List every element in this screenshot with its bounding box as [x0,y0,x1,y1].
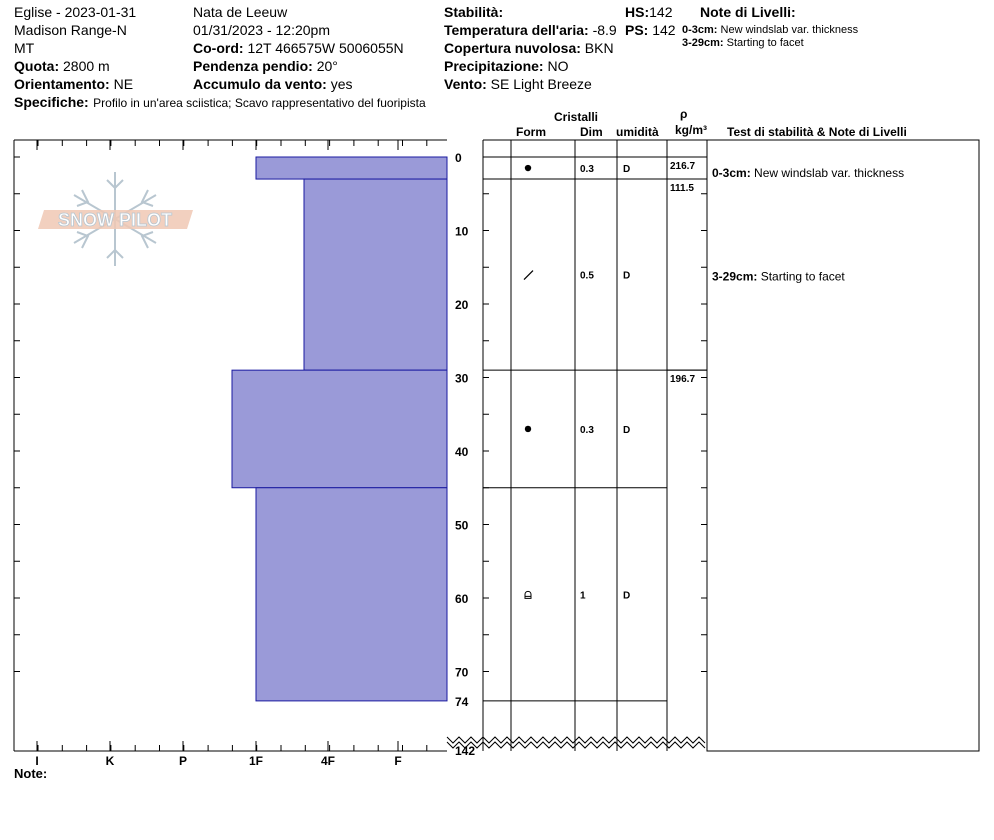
wind-loading-value: yes [330,76,353,92]
cloud-value: BKN [584,40,614,56]
hardness-bar [232,370,447,488]
stability-notes [712,166,904,284]
stability-note [712,166,904,180]
depth-label: 30 [455,371,469,386]
hardness-tick-label: I [35,754,39,768]
stability-notes-box [707,140,979,751]
depth-label: 60 [455,592,469,606]
layer-notes-title: Note di Livelli: [700,4,796,20]
specifics-value: Profilo in un'area sciistica; Scavo rappresentativo del fuoripista [93,96,426,110]
stability-note-range: 3-29cm: [712,269,761,284]
depth-label: 50 [455,518,469,533]
depth-label: 10 [455,224,469,239]
hardness-tick-label: 4F [320,754,336,768]
moisture-header: umidità [616,125,659,139]
hardness-bar [256,157,447,179]
site-date: Eglise - 2023-01-31 [14,4,137,20]
layer-dim: 0.5 [580,270,594,282]
crystal-table-layers [483,157,707,701]
layer-moisture: D [623,164,631,176]
header-layer-note-text: Starting to facet [726,37,804,49]
wind-label: Vento: [444,76,487,92]
coord-label: Co-ord: [193,40,244,56]
range-name: Madison Range-N [14,22,127,38]
layer-dim: 0.3 [580,164,594,176]
elevation-label: Quota: [14,58,60,74]
aspect-value: NE [113,76,134,92]
density-value: 216.7 [670,161,696,172]
wind-loading-label: Accumulo da vento: [193,76,327,92]
stability-note-text: New windslab var. thickness [754,166,905,180]
crystals-header: Cristalli [554,110,599,124]
wind-value: SE Light Breeze [490,76,592,92]
hardness-bars [232,157,447,701]
ps-label: PS: [625,22,649,38]
stability-note-text: Starting to facet [760,269,845,284]
hs-value: 142 [649,4,673,20]
hardness-tick-label: P [178,754,188,768]
air-temp-value: -8.9 [592,22,617,38]
air-temp-label: Temperatura dell'aria: [444,22,589,38]
density-value: 111.5 [670,183,694,195]
cloud-label: Copertura nuvolosa: [444,40,581,56]
hardness-bar [256,488,447,701]
layer-moisture: D [623,424,631,436]
header-layer-note-text: New windslab var. thickness [720,24,859,36]
depth-break-zigzag [447,742,705,748]
layer-moisture: D [623,590,631,602]
hs-label: HS: [625,4,650,20]
dim-header: Dim [580,125,603,139]
precip-value: NO [547,58,569,74]
layer-dim: 0.3 [580,424,594,436]
layer-dim: 1 [580,590,586,602]
decomposing-fragment-icon [524,271,533,280]
slope-label: Pendenza pendio: [193,58,313,74]
stability-notes-header: Test di stabilità & Note di Livelli [727,125,907,139]
stability-note [712,270,845,284]
watermark-text: SNOW PILOT [58,210,172,230]
depth-label: 142 [455,744,476,758]
stability-note-range: 0-3cm: [712,166,755,180]
layer-moisture: D [623,270,631,282]
header-layer-note-range: 0-3cm: [682,24,718,36]
form-header: Form [516,125,546,139]
ps-value: 142 [652,22,676,38]
depth-label: 0 [455,151,462,165]
datetime: 01/31/2023 - 12:20pm [193,22,330,38]
snowpilot-logo [38,172,193,266]
hardness-tick-label: K [105,754,115,768]
hardness-bar [304,179,447,370]
elevation-value: 2800 m [63,58,110,74]
density-unit-header: kg/m³ [675,123,708,137]
observer: Nata de Leeuw [193,4,288,20]
aspect-label: Orientamento: [14,76,110,92]
specifics-label: Specifiche: [14,94,89,110]
depth-label: 40 [455,445,469,459]
depth-label: 20 [455,298,469,312]
depth-label: 70 [455,665,469,680]
note-label: Note: [14,766,48,781]
round-grain-icon [525,426,531,432]
depth-break-zigzag [447,737,705,743]
density-value: 196.7 [670,374,696,386]
state: MT [14,40,35,56]
rho-header: ρ [680,107,688,121]
hardness-tick-label: F [394,754,402,768]
hardness-tick-label: 1F [248,754,264,768]
faceted-round-icon [525,591,531,598]
header-layer-note-range: 3-29cm: [682,37,724,49]
slope-value: 20° [316,58,338,74]
crystal-table [447,140,707,751]
round-grain-icon [525,165,531,171]
precip-label: Precipitazione: [444,58,544,74]
depth-label: 74 [455,694,469,709]
coord-value: 12T 466575W 5006055N [247,40,404,56]
stability-label: Stabilità: [444,4,504,20]
